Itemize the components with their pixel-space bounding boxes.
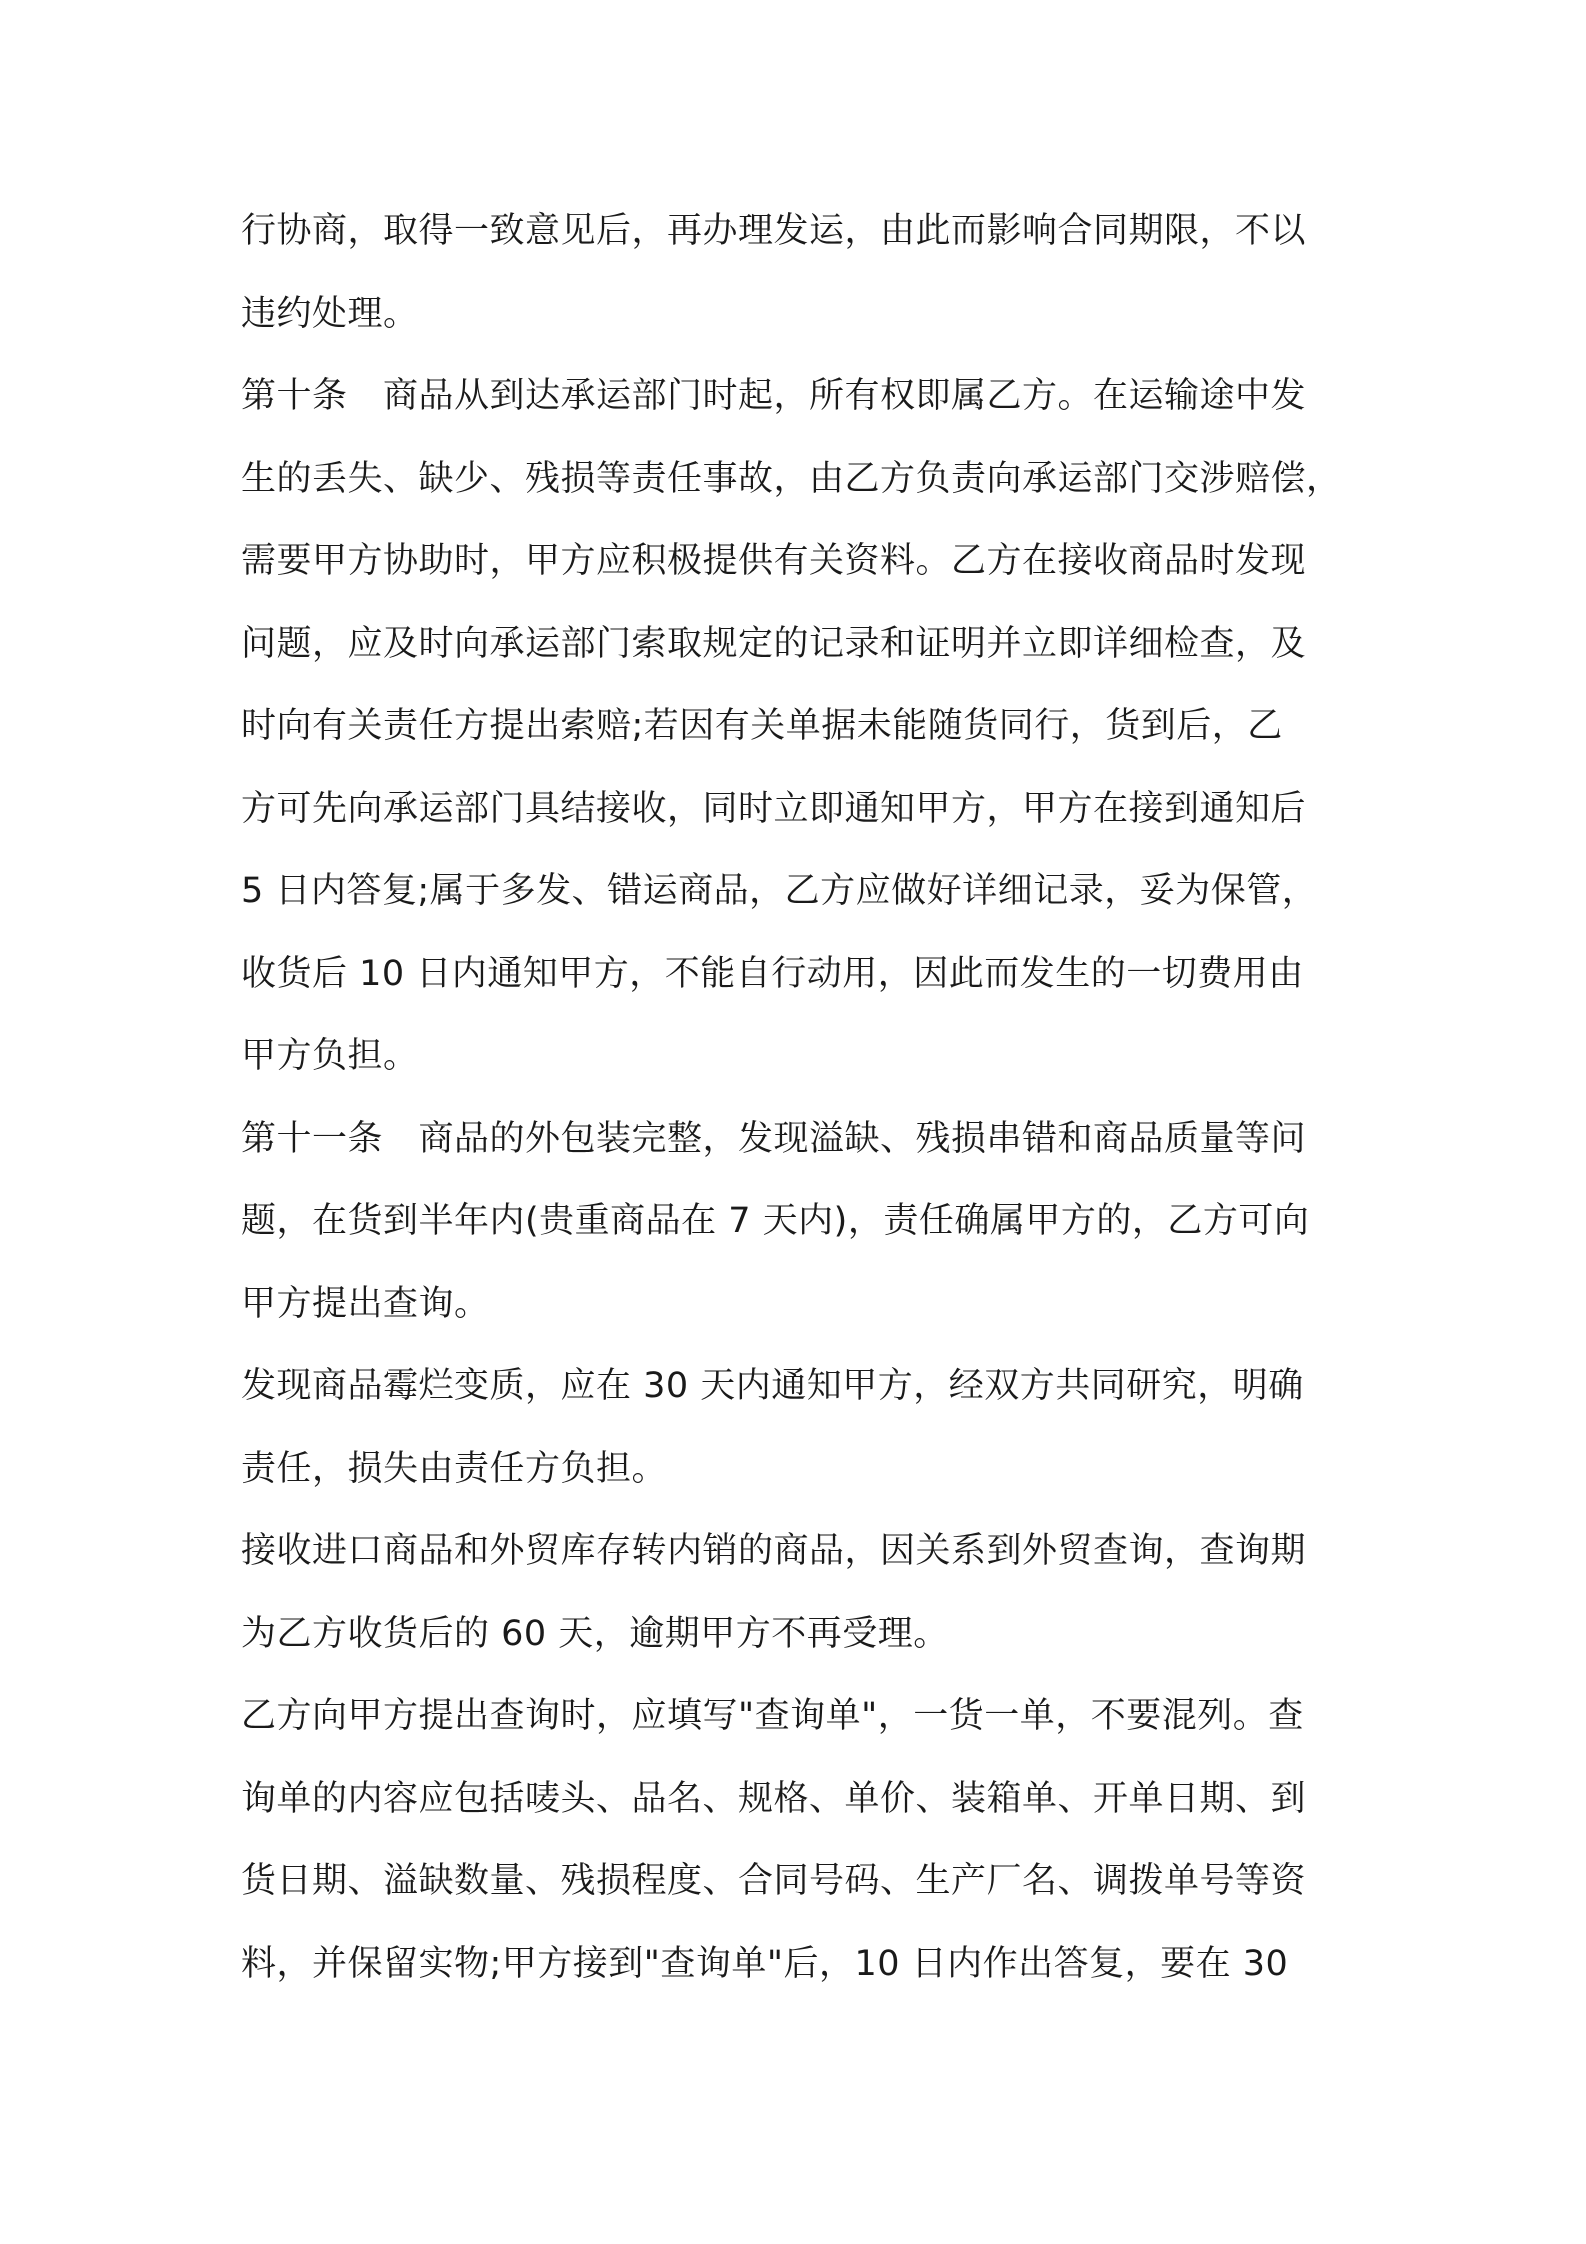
contract-text <box>241 190 1361 2005</box>
text-line: 甲方负担。 <box>241 1036 419 1076</box>
text-line: 违约处理。 <box>241 293 419 334</box>
text-line: 5 日内答复;属于多发、错运商品，乙方应做好详细记录，妥为保管， <box>241 871 1318 911</box>
text-line: 发现商品霉烂变质，应在 30 天内通知甲方，经双方共同研究，明确 <box>241 1366 1304 1406</box>
text-line: 接收进口商品和外贸库存转内销的商品，因关系到外贸查询，查询期 <box>241 1531 1307 1571</box>
text-line: 需要甲方协助时，甲方应积极提供有关资料。乙方在接收商品时发现 <box>241 541 1307 581</box>
text-line: 收货后 10 日内通知甲方，不能自行动用，因此而发生的一切费用由 <box>241 953 1304 994</box>
text-line: 生的丢失、缺少、残损等责任事故，由乙方负责向承运部门交涉赔偿， <box>241 458 1342 499</box>
text-line: 第十条 商品从到达承运部门时起，所有权即属乙方。在运输途中发 <box>241 376 1307 416</box>
text-line: 方可先向承运部门具结接收，同时立即通知甲方，甲方在接到通知后 <box>241 788 1307 829</box>
text-line: 问题，应及时向承运部门索取规定的记录和证明并立即详细检查，及 <box>241 623 1307 664</box>
text-line: 行协商，取得一致意见后，再办理发运，由此而影响合同期限，不以 <box>241 211 1307 251</box>
text-line: 第十一条 商品的外包装完整，发现溢缺、残损串错和商品质量等问 <box>241 1118 1307 1159</box>
text-line: 为乙方收货后的 60 天，逾期甲方不再受理。 <box>241 1613 949 1654</box>
text-line: 料，并保留实物;甲方接到"查询单"后，10 日内作出答复，要在 30 <box>241 1943 1289 1984</box>
text-line: 乙方向甲方提出查询时，应填写"查询单"，一货一单，不要混列。查 <box>241 1696 1304 1736</box>
text-line: 甲方提出查询。 <box>241 1283 490 1324</box>
text-line: 题，在货到半年内(贵重商品在 7 天内)，责任确属甲方的，乙方可向 <box>241 1201 1310 1241</box>
text-line: 时向有关责任方提出索赔;若因有关单据未能随货同行，货到后，乙 <box>241 706 1283 746</box>
text-line: 询单的内容应包括唛头、品名、规格、单价、装箱单、开单日期、到 <box>241 1778 1307 1819</box>
text-line: 责任，损失由责任方负担。 <box>241 1448 668 1489</box>
text-line: 货日期、溢缺数量、残损程度、合同号码、生产厂名、调拨单号等资 <box>241 1861 1307 1901</box>
